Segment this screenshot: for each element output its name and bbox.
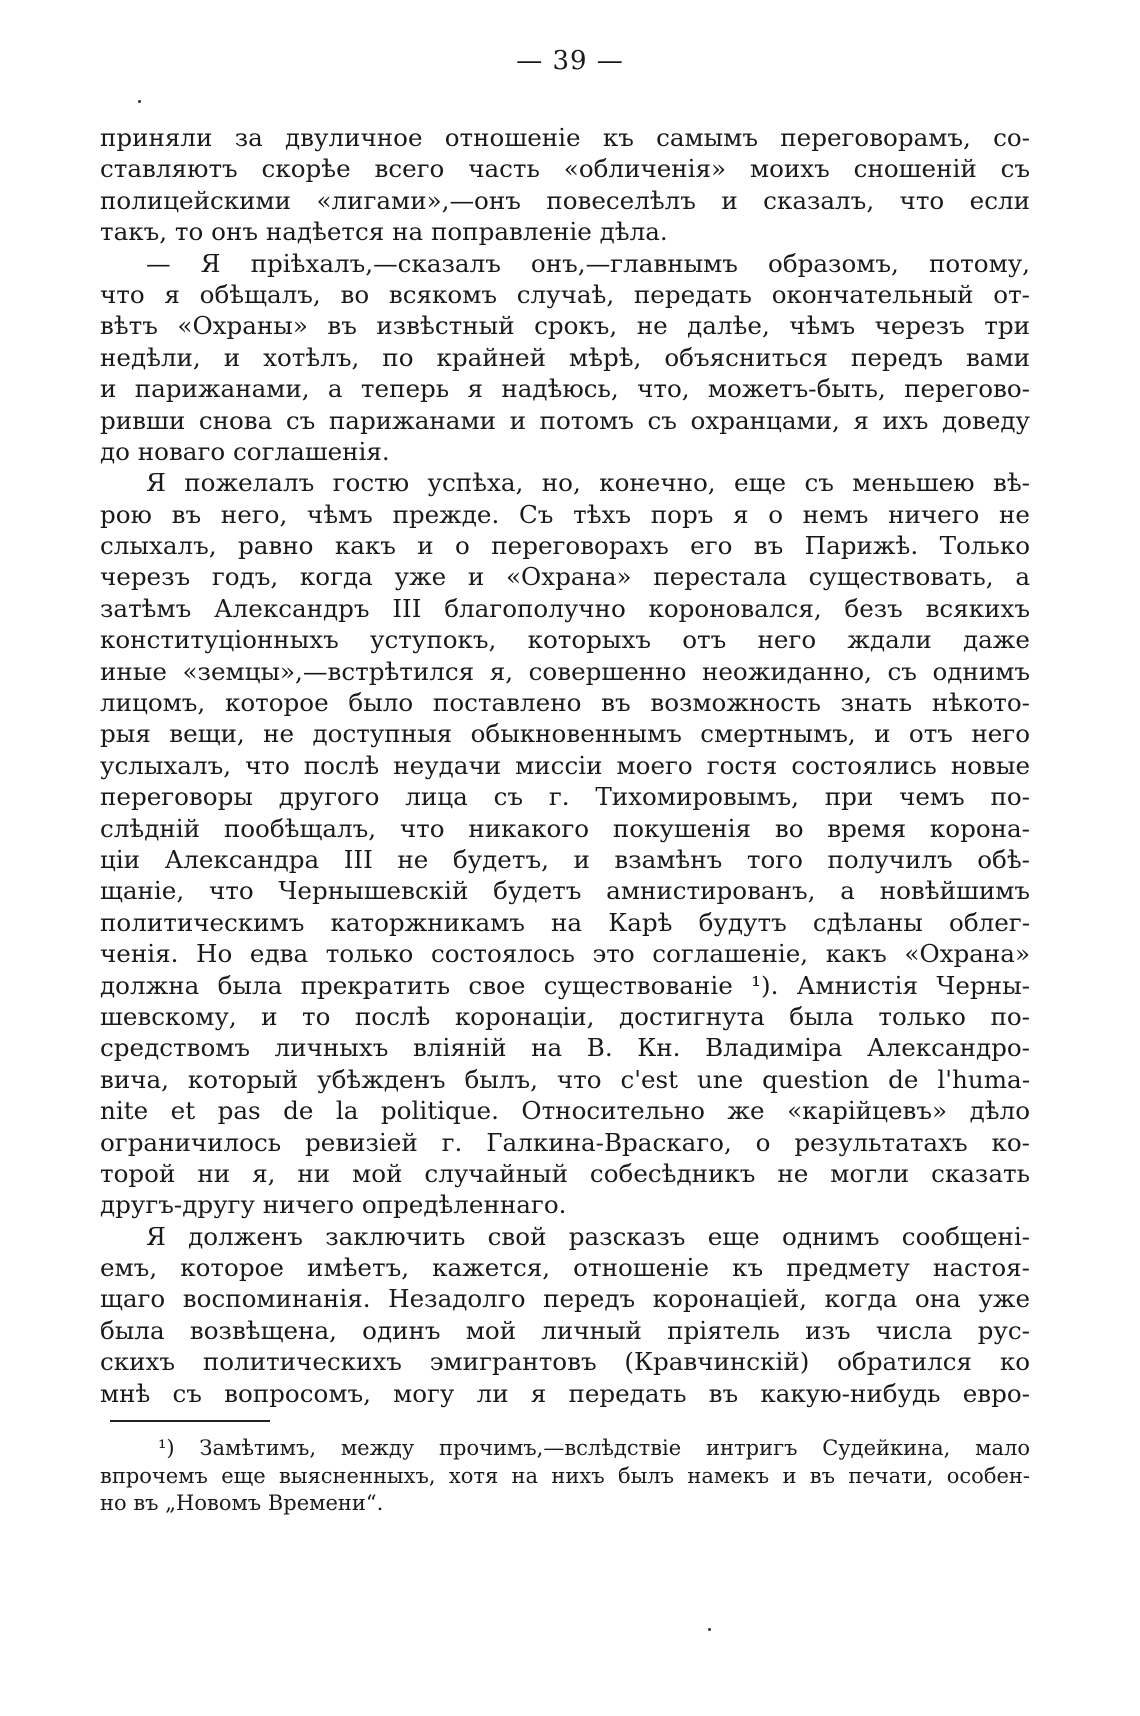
text-line: средствомъ личныхъ влiянiй на В. Кн. Владимiра Александро-	[100, 1033, 1030, 1063]
text-line: черезъ годъ, когда уже и «Охрана» перестала существовать, а	[100, 562, 1030, 592]
footnote-divider	[110, 1420, 270, 1422]
text-line: услыхалъ, что послѣ неудачи миссiи моего гостя состоялись новые	[100, 750, 1030, 780]
text-line: Я долженъ заключить свой разсказъ еще однимъ сообщенi-	[146, 1221, 1030, 1251]
text-line: емъ, которое имѣетъ, кажется, отношенiе къ предмету настоя-	[100, 1253, 1030, 1283]
body-text	[100, 122, 1030, 1409]
text-line: политическимъ каторжникамъ на Карѣ будутъ сдѣланы облег-	[100, 907, 1030, 937]
text-line: рою въ него, чѣмъ прежде. Съ тѣхъ поръ я о немъ ничего не	[100, 499, 1030, 529]
text-line: вѣтъ «Охраны» въ извѣстный срокъ, не далѣе, чѣмъ черезъ три	[100, 311, 1030, 341]
text-line: была возвѣщена, одинъ мой личный прiятель изъ числа рус-	[100, 1315, 1030, 1345]
text-line: слѣднiй пообѣщалъ, что никакого покушенiя во время корона-	[100, 813, 1030, 843]
text-line: вича, который убѣжденъ былъ, что c'est une question de l'huma-	[100, 1064, 1030, 1094]
text-line: что я обѣщалъ, во всякомъ случаѣ, передать окончательный от-	[100, 279, 1030, 309]
text-line: Я пожелалъ гостю успѣха, но, конечно, еще съ меньшею вѣ-	[146, 468, 1030, 498]
text-line: переговоры другого лица съ г. Тихомировымъ, при чемъ по-	[100, 782, 1030, 812]
footnote-line: впрочемъ еще выясненныхъ, хотя на нихъ былъ намекъ и въ печати, особен-	[100, 1463, 1030, 1488]
text-line: приняли за двуличное отношенiе къ самымъ переговорамъ, со-	[100, 123, 1030, 152]
page-number: — 39 —	[516, 46, 624, 76]
text-line: полицейскими «лигами»,—онъ повеселѣлъ и сказалъ, что если	[100, 185, 1030, 215]
text-line: скихъ политическихъ эмигрантовъ (Кравчинскiй) обратился ко	[100, 1347, 1030, 1377]
text-line: цiи Александра III не будетъ, и взамѣнъ того получилъ обѣ-	[100, 844, 1030, 874]
text-line: щаго воспоминанiя. Незадолго передъ коронацiей, когда она уже	[100, 1284, 1030, 1314]
text-line: иные «земцы»,—встрѣтился я, совершенно неожиданно, съ однимъ	[100, 656, 1030, 686]
text-line: слыхалъ, равно какъ и о переговорахъ его въ Парижѣ. Только	[100, 531, 1030, 561]
text-line: ограничилось ревизiей г. Галкина-Враскаго, о результатахъ ко-	[100, 1127, 1030, 1157]
text-line: nite et pas de la politique. Относительно же «карiйцевъ» дѣло	[100, 1096, 1030, 1126]
scan-speck	[708, 1628, 711, 1631]
text-line: и парижанами, а теперь я надѣюсь, что, можетъ-быть, перегово-	[100, 374, 1030, 404]
text-line: мнѣ съ вопросомъ, могу ли я передать въ какую-нибудь евро-	[100, 1378, 1030, 1408]
footnote-line: но въ „Новомъ Времени“.	[100, 1491, 384, 1515]
text-line: затѣмъ Александръ III благополучно короновался, безъ всякихъ	[100, 593, 1030, 623]
text-line: другъ-другу ничего опредѣленнаго.	[100, 1190, 567, 1220]
text-line: шевскому, и то послѣ коронацiи, достигнута была только по-	[100, 1001, 1030, 1031]
text-line: рыя вещи, не доступныя обыкновеннымъ смертнымъ, и отъ него	[100, 719, 1030, 749]
text-line: конституцiонныхъ уступокъ, которыхъ отъ него ждали даже	[100, 625, 1030, 655]
text-line: такъ, то онъ надѣется на поправленiе дѣла.	[100, 217, 668, 247]
footnote	[100, 1435, 1030, 1518]
text-line: ставляютъ скорѣе всего часть «обличенiя» моихъ сношенiй съ	[100, 154, 1030, 184]
text-line: лицомъ, которое было поставлено въ возможность знать нѣкото-	[100, 688, 1030, 718]
scan-speck	[138, 100, 141, 103]
text-line: торой ни я, ни мой случайный собесѣдникъ не могли сказать	[100, 1158, 1030, 1188]
footnote-line: ¹) Замѣтимъ, между прочимъ,—вслѣдствiе интригъ Судейкина, мало	[158, 1436, 1030, 1460]
text-line: — Я прiѣхалъ,—сказалъ онъ,—главнымъ образомъ, потому,	[146, 248, 1030, 278]
text-line: щанiе, что Чернышевскiй будетъ амнистированъ, а новѣйшимъ	[100, 876, 1030, 906]
text-line: ривши снова съ парижанами и потомъ съ охранцами, я ихъ доведу	[100, 405, 1030, 435]
text-line: до новаго соглашенiя.	[100, 436, 390, 466]
text-line: ченiя. Но едва только состоялось это соглашенiе, какъ «Охрана»	[100, 939, 1030, 969]
text-line: недѣли, и хотѣлъ, по крайней мѣрѣ, объясниться передъ вами	[100, 342, 1030, 372]
text-line: должна была прекратить свое существованiе ¹). Амнистiя Черны-	[100, 970, 1030, 1000]
